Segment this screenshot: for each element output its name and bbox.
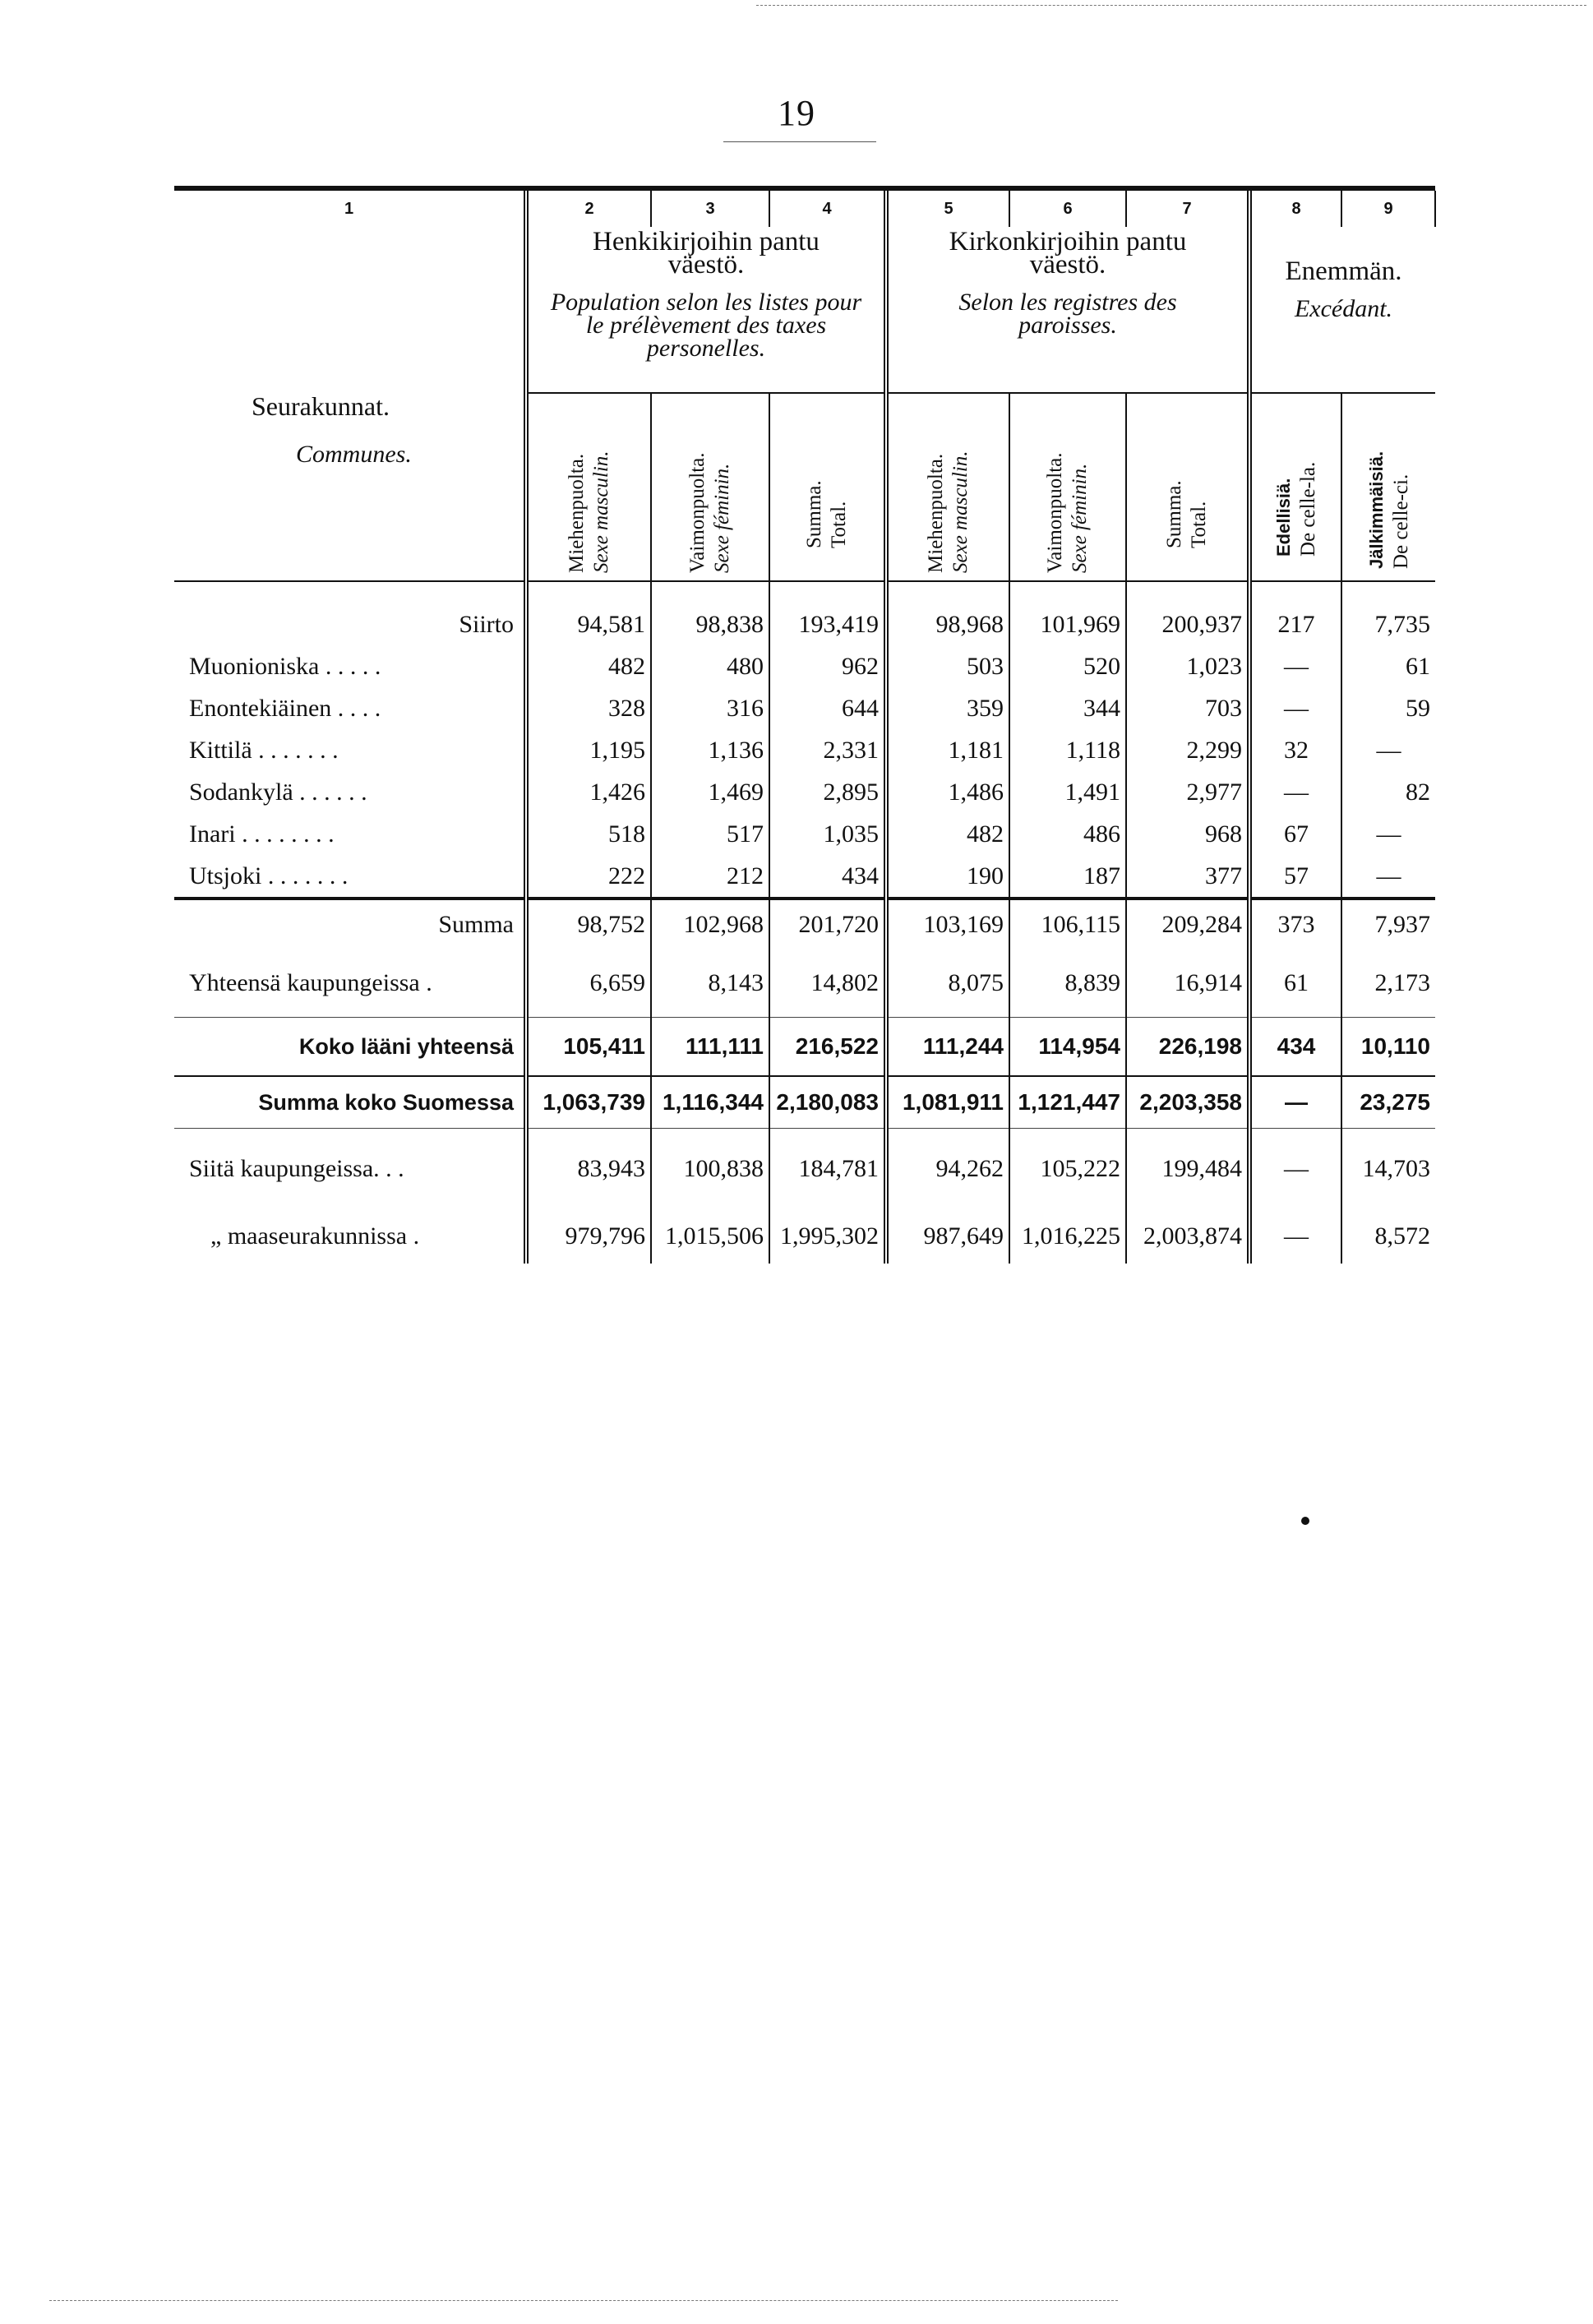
cell-tax-total: 216,522 [769,1018,886,1077]
page-number-rule [723,141,876,142]
group-header-row [174,227,1435,393]
cell-parish-female: 105,222 [1009,1129,1126,1210]
cell-parish-female: 8,839 [1009,949,1126,1018]
cell-tax-female: 480 [651,645,769,687]
row-label: Muonioniska . . . . . [174,645,526,687]
cell-parish-male: 8,075 [886,949,1009,1018]
colnum-9: 9 [1341,191,1435,227]
cell-parish-total: 2,299 [1126,729,1249,771]
spacer-cell [651,581,769,603]
subhdr-tax-total-fi: Summa. [803,480,825,549]
subhdr-former [1249,393,1341,581]
cell-excess-former: 57 [1249,855,1341,899]
statistics-table-wrap [174,186,1435,1264]
spacer-cell [1249,581,1341,603]
cell-tax-male: 98,752 [526,899,651,949]
cell-excess-former: 67 [1249,813,1341,855]
cell-parish-total: 703 [1126,687,1249,729]
cell-parish-female: 101,969 [1009,603,1126,645]
cell-tax-female: 316 [651,687,769,729]
colnum-3: 3 [651,191,769,227]
cell-excess-former: — [1249,1209,1341,1264]
towns-label: Yhteensä kaupungeissa . [174,949,526,1018]
cell-parish-male: 103,169 [886,899,1009,949]
cell-parish-male: 359 [886,687,1009,729]
spacer-cell [1009,581,1126,603]
cell-tax-female: 100,838 [651,1129,769,1210]
cell-parish-male: 482 [886,813,1009,855]
group-excess-fr: Excédant. [1294,295,1393,322]
cell-excess-latter: 8,572 [1374,1222,1430,1250]
cell-tax-female: 1,469 [651,771,769,813]
communes-fi: Seurakunnat. [252,391,390,421]
group-parish-registers-fr: Selon les registres des paroisses. [958,289,1177,339]
subhdr-parish-male [886,393,1009,581]
cell-parish-total: 377 [1126,855,1249,899]
cell-parish-male: 1,081,911 [886,1076,1009,1129]
cell-parish-total: 209,284 [1126,899,1249,949]
cell-tax-female: 98,838 [651,603,769,645]
table-row [174,603,1435,645]
page-number: 19 [778,93,815,133]
colnum-6: 6 [1009,191,1126,227]
communes-header [174,227,526,581]
colnum-2: 2 [526,191,651,227]
group-tax-lists-fi: Henkikirjoihin pantu väestö. [593,227,820,280]
population-table [174,191,1436,1264]
table-row [174,813,1435,855]
cell-tax-total: 14,802 [769,949,886,1018]
cell-parish-male: 94,262 [886,1129,1009,1210]
cell-tax-total: 193,419 [769,603,886,645]
cell-tax-male: 1,195 [526,729,651,771]
cell-parish-female: 1,491 [1009,771,1126,813]
cell-parish-total: 16,914 [1126,949,1249,1018]
rural-parishes-row [174,1209,1435,1264]
cell-tax-total: 2,331 [769,729,886,771]
table-row [174,771,1435,813]
scan-artifact-bottom [49,2300,1118,2301]
subhdr-former-fi: Edellisiä. [1273,478,1294,557]
cell-excess-latter: — [1376,820,1401,848]
subhdr-tax-female-fr: Sexe féminin. [711,464,733,574]
subhdr-parish-female [1009,393,1126,581]
subhdr-tax-male-fi: Miehenpuolta. [566,454,588,574]
cell-parish-female: 187 [1009,855,1126,899]
cell-parish-male: 190 [886,855,1009,899]
finland-total-label: Summa koko Suomessa [174,1076,526,1129]
cell-parish-male: 111,244 [886,1018,1009,1077]
table-row [174,645,1435,687]
subhdr-parish-total [1126,393,1249,581]
cell-excess-latter: 7,735 [1374,610,1430,638]
cell-parish-female: 486 [1009,813,1126,855]
spacer-cell [526,581,651,603]
cell-parish-total: 2,203,358 [1126,1076,1249,1129]
cell-parish-total: 200,937 [1126,603,1249,645]
cell-parish-total: 2,003,874 [1126,1209,1249,1264]
cell-tax-female: 212 [651,855,769,899]
subhdr-tax-female-fi: Vaimonpuolta. [686,452,709,574]
cell-excess-former: 434 [1249,1018,1341,1077]
cell-parish-total: 968 [1126,813,1249,855]
cell-tax-male: 94,581 [526,603,651,645]
ink-dot [1301,1517,1309,1525]
colnum-5: 5 [886,191,1009,227]
scan-artifact-top [756,5,1586,6]
cell-tax-female: 8,143 [651,949,769,1018]
of-which-towns-label: Siitä kaupungeissa. . . [174,1129,526,1210]
cell-excess-latter: 14,703 [1362,1155,1430,1182]
rural-parishes-label: „ maaseurakunnissa . [174,1209,526,1264]
table-row [174,729,1435,771]
subhdr-latter-fi: Jälkimmäisiä. [1365,451,1387,570]
table-row [174,687,1435,729]
province-total-label: Koko lääni yhteensä [174,1018,526,1077]
cell-excess-former: 373 [1249,899,1341,949]
cell-excess-latter: 82 [1406,778,1430,806]
cell-tax-total: 184,781 [769,1129,886,1210]
cell-excess-latter: 7,937 [1374,911,1430,938]
group-parish-registers [886,227,1249,393]
cell-tax-total: 2,895 [769,771,886,813]
cell-parish-total: 199,484 [1126,1129,1249,1210]
subhdr-tax-female [651,393,769,581]
cell-excess-latter: 61 [1406,652,1430,680]
colnum-7: 7 [1126,191,1249,227]
cell-tax-total: 644 [769,687,886,729]
cell-tax-male: 83,943 [526,1129,651,1210]
cell-excess-latter: 23,275 [1360,1089,1430,1115]
cell-excess-latter: 10,110 [1360,1033,1430,1059]
cell-tax-male: 6,659 [526,949,651,1018]
row-label: Sodankylä . . . . . . [174,771,526,813]
spacer-cell [174,581,526,603]
cell-tax-total: 201,720 [769,899,886,949]
cell-tax-male: 1,426 [526,771,651,813]
cell-parish-female: 344 [1009,687,1126,729]
cell-tax-male: 105,411 [526,1018,651,1077]
cell-parish-female: 114,954 [1009,1018,1126,1077]
subhdr-tax-male [526,393,651,581]
cell-tax-male: 328 [526,687,651,729]
cell-parish-female: 1,016,225 [1009,1209,1126,1264]
cell-parish-female: 1,121,447 [1009,1076,1126,1129]
communes-fr: Communes. [296,441,412,468]
cell-parish-total: 2,977 [1126,771,1249,813]
finland-total-row [174,1076,1435,1129]
row-label: Enontekiäinen . . . . [174,687,526,729]
cell-parish-male: 987,649 [886,1209,1009,1264]
cell-parish-male: 98,968 [886,603,1009,645]
cell-tax-male: 1,063,739 [526,1076,651,1129]
cell-tax-total: 1,035 [769,813,886,855]
cell-tax-male: 979,796 [526,1209,651,1264]
group-excess-fi: Enemmän. [1285,256,1402,286]
cell-parish-total: 226,198 [1126,1018,1249,1077]
cell-parish-male: 1,486 [886,771,1009,813]
cell-tax-female: 1,015,506 [651,1209,769,1264]
subhdr-parish-female-fr: Sexe féminin. [1069,464,1091,574]
subhdr-tax-total [769,393,886,581]
cell-parish-total: 1,023 [1126,645,1249,687]
cell-parish-male: 503 [886,645,1009,687]
group-excess [1249,227,1435,393]
province-total-row [174,1018,1435,1077]
cell-excess-former: 217 [1249,603,1341,645]
cell-excess-latter: 59 [1406,694,1430,722]
subhdr-tax-male-fr: Sexe masculin. [590,450,612,574]
subhdr-latter-fr: De celle-ci. [1389,474,1412,570]
subhdr-parish-female-fi: Vaimonpuolta. [1044,452,1066,574]
cell-tax-total: 434 [769,855,886,899]
cell-parish-male: 1,181 [886,729,1009,771]
subhdr-latter [1341,393,1435,581]
group-tax-lists-fr: Population selon les listes pour le prélèvement des taxes personelles. [550,289,862,362]
cell-parish-female: 106,115 [1009,899,1126,949]
group-tax-lists [526,227,886,393]
cell-excess-latter: 2,173 [1374,969,1430,996]
of-which-towns-row [174,1129,1435,1210]
cell-tax-female: 517 [651,813,769,855]
cell-tax-male: 222 [526,855,651,899]
header-spacer-row [174,581,1435,603]
cell-excess-former: — [1249,687,1341,729]
summa-label: Summa [174,899,526,949]
cell-excess-former: 61 [1249,949,1341,1018]
cell-excess-former: — [1249,1076,1341,1129]
spacer-cell [886,581,1009,603]
colnum-8: 8 [1249,191,1341,227]
subhdr-tax-total-fr: Total. [828,501,850,549]
row-label: Utsjoki . . . . . . . [174,855,526,899]
spacer-cell [1341,581,1435,603]
cell-tax-female: 1,116,344 [651,1076,769,1129]
colnum-1: 1 [174,191,526,227]
table-row [174,855,1435,899]
summa-row [174,899,1435,949]
cell-tax-total: 2,180,083 [769,1076,886,1129]
cell-tax-male: 482 [526,645,651,687]
cell-excess-latter: — [1376,862,1401,889]
column-number-row [174,191,1435,227]
cell-parish-female: 1,118 [1009,729,1126,771]
row-label: Kittilä . . . . . . . [174,729,526,771]
cell-excess-latter: — [1376,736,1401,764]
cell-parish-female: 520 [1009,645,1126,687]
spacer-cell [769,581,886,603]
group-parish-registers-fi: Kirkonkirjoihin pantu väestö. [949,227,1187,280]
subhdr-former-fr: De celle-la. [1297,462,1319,557]
row-label: Inari . . . . . . . . [174,813,526,855]
cell-tax-male: 518 [526,813,651,855]
cell-tax-female: 111,111 [651,1018,769,1077]
colnum-4: 4 [769,191,886,227]
cell-excess-former: — [1249,771,1341,813]
cell-tax-total: 962 [769,645,886,687]
subhdr-parish-total-fr: Total. [1188,501,1210,549]
subhdr-parish-total-fi: Summa. [1163,480,1185,549]
towns-row [174,949,1435,1018]
row-label: Siirto [174,603,526,645]
subhdr-parish-male-fi: Miehenpuolta. [925,454,947,574]
cell-tax-female: 1,136 [651,729,769,771]
cell-tax-female: 102,968 [651,899,769,949]
spacer-cell [1126,581,1249,603]
cell-tax-total: 1,995,302 [769,1209,886,1264]
cell-excess-former: — [1249,1129,1341,1210]
cell-excess-former: — [1249,645,1341,687]
cell-excess-former: 32 [1249,729,1341,771]
subhdr-parish-male-fr: Sexe masculin. [949,450,972,574]
